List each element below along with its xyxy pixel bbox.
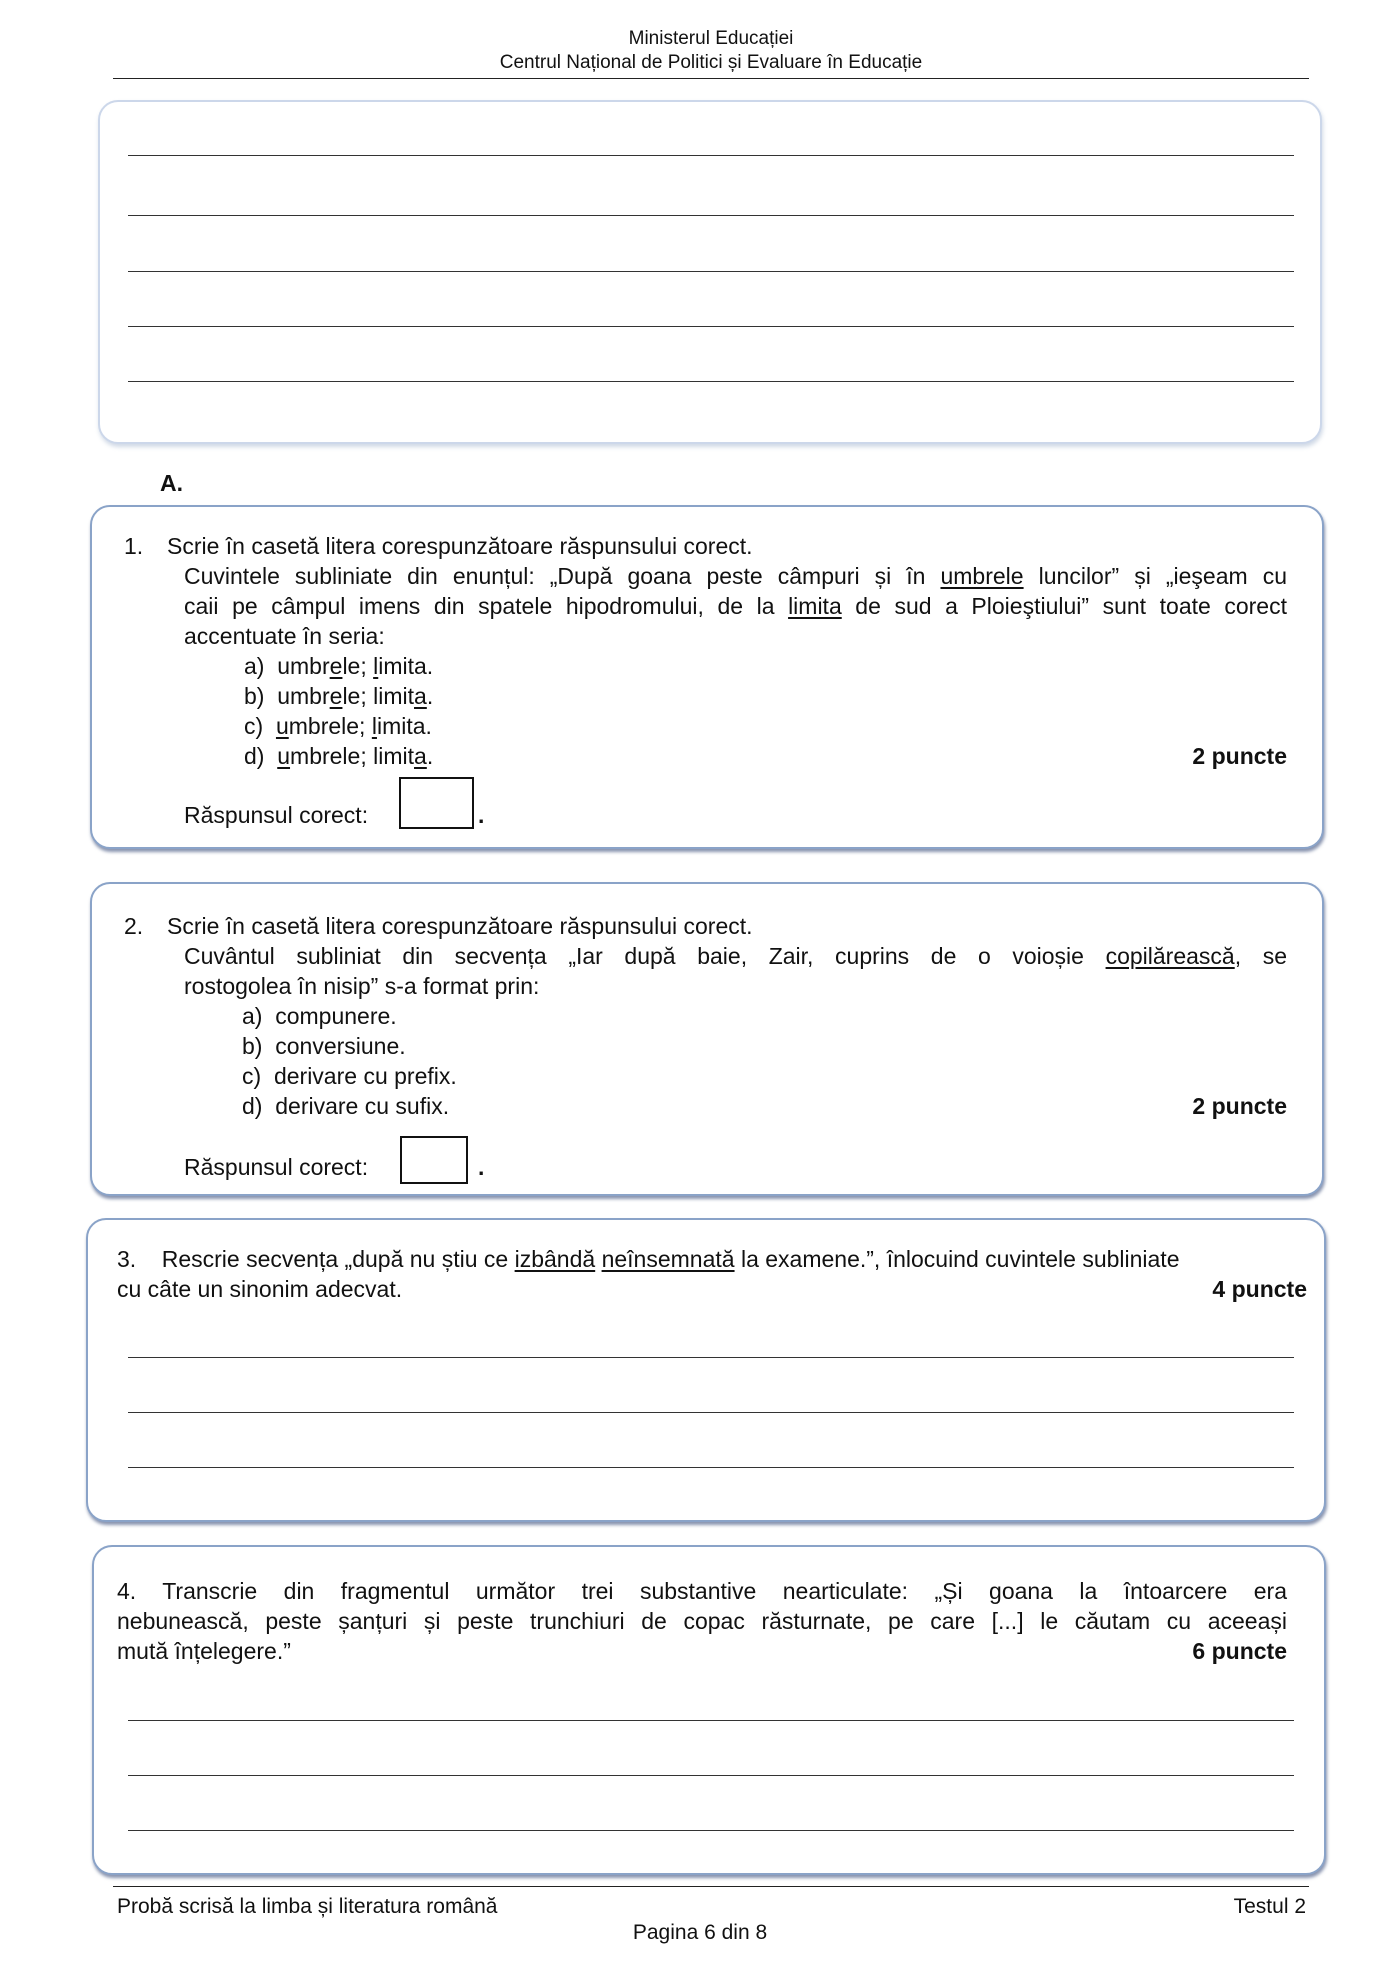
- writing-line[interactable]: [128, 381, 1294, 382]
- header-divider: [113, 78, 1309, 79]
- q2-stem-line-2: rostogolea în nisip” s-a format prin:: [184, 973, 540, 999]
- q2-option-d: d) derivare cu sufix.: [242, 1093, 450, 1119]
- q1-option-c: c) umbrele; limita.: [244, 713, 432, 739]
- q4-line-2: nebunească, peste șanțuri și peste trunchiuri de copac răsturnate, pe care [...] le căutam cu aceeași: [117, 1608, 1287, 1634]
- q2-answer-box[interactable]: [400, 1136, 468, 1184]
- q1-option-a: a) umbrele; limita.: [244, 653, 434, 679]
- writing-line[interactable]: [128, 326, 1294, 327]
- writing-line[interactable]: [128, 1775, 1294, 1776]
- q1-number: 1.: [124, 533, 144, 559]
- q4-line-1: 4. Transcrie din fragmentul următor trei substantive nearticulate: „Și goana la întoarcere era: [117, 1578, 1287, 1604]
- header-center: Centrul Național de Politici și Evaluare în Educație: [499, 52, 923, 73]
- q1-answer-label: Răspunsul corect:: [184, 802, 369, 828]
- q1-instruction: Scrie în casetă litera corespunzătoare răspunsului corect.: [167, 533, 753, 559]
- q3-line-1: 3. Rescrie secvența „după nu știu ce izbândă neînsemnată la examene.”, înlocuind cuvintele subliniate: [117, 1246, 1180, 1272]
- footer-test: Testul 2: [1233, 1895, 1306, 1918]
- q2-answer-label: Răspunsul corect:: [184, 1154, 369, 1180]
- footer-page-number: Pagina 6 din 8: [632, 1921, 768, 1944]
- q3-line-2: cu câte un sinonim adecvat.: [117, 1276, 403, 1302]
- writing-line[interactable]: [128, 1830, 1294, 1831]
- q4-line-3: mută înțelegere.”: [117, 1638, 291, 1664]
- q1-answer-box[interactable]: [399, 777, 474, 829]
- header-ministry: Ministerul Educației: [628, 28, 794, 49]
- footer-subject: Probă scrisă la limba și literatura română: [117, 1895, 498, 1918]
- writing-line[interactable]: [128, 215, 1294, 216]
- q2-number: 2.: [124, 913, 144, 939]
- q2-stem-line-1: Cuvântul subliniat din secvența „Iar după baie, Zair, cuprins de o voioșie copilărească, se: [184, 943, 1287, 969]
- writing-line[interactable]: [128, 1357, 1294, 1358]
- writing-line[interactable]: [128, 1720, 1294, 1721]
- writing-line[interactable]: [128, 155, 1294, 156]
- previous-answer-box: [98, 100, 1322, 444]
- writing-line[interactable]: [128, 1412, 1294, 1413]
- q2-points: 2 puncte: [1192, 1093, 1287, 1119]
- q4-points: 6 puncte: [1192, 1638, 1287, 1664]
- q1-stem-line-3: accentuate în seria:: [184, 623, 385, 649]
- q1-option-b: b) umbrele; limita.: [244, 683, 434, 709]
- q1-stem-line-2: caii pe câmpul imens din spatele hipodromului, de la limita de sud a Ploieştiului” sunt toate corect: [184, 593, 1287, 619]
- q2-answer-dot: .: [478, 1154, 485, 1180]
- q2-option-c: c) derivare cu prefix.: [242, 1063, 457, 1089]
- q1-stem-line-1: Cuvintele subliniate din enunțul: „După goana peste câmpuri și în umbrele luncilor” și „ieşeam cu: [184, 563, 1287, 589]
- q2-instruction: Scrie în casetă litera corespunzătoare răspunsului corect.: [167, 913, 753, 939]
- q1-option-d: d) umbrele; limita.: [244, 743, 434, 769]
- q3-points: 4 puncte: [1212, 1276, 1307, 1302]
- q1-answer-dot: .: [478, 802, 485, 828]
- writing-line[interactable]: [128, 271, 1294, 272]
- q1-points: 2 puncte: [1192, 743, 1287, 769]
- writing-line[interactable]: [128, 1467, 1294, 1468]
- q2-option-a: a) compunere.: [242, 1003, 397, 1029]
- footer-divider: [113, 1886, 1309, 1887]
- page-header: [113, 27, 1309, 75]
- section-label: A.: [160, 470, 183, 496]
- q2-option-b: b) conversiune.: [242, 1033, 406, 1059]
